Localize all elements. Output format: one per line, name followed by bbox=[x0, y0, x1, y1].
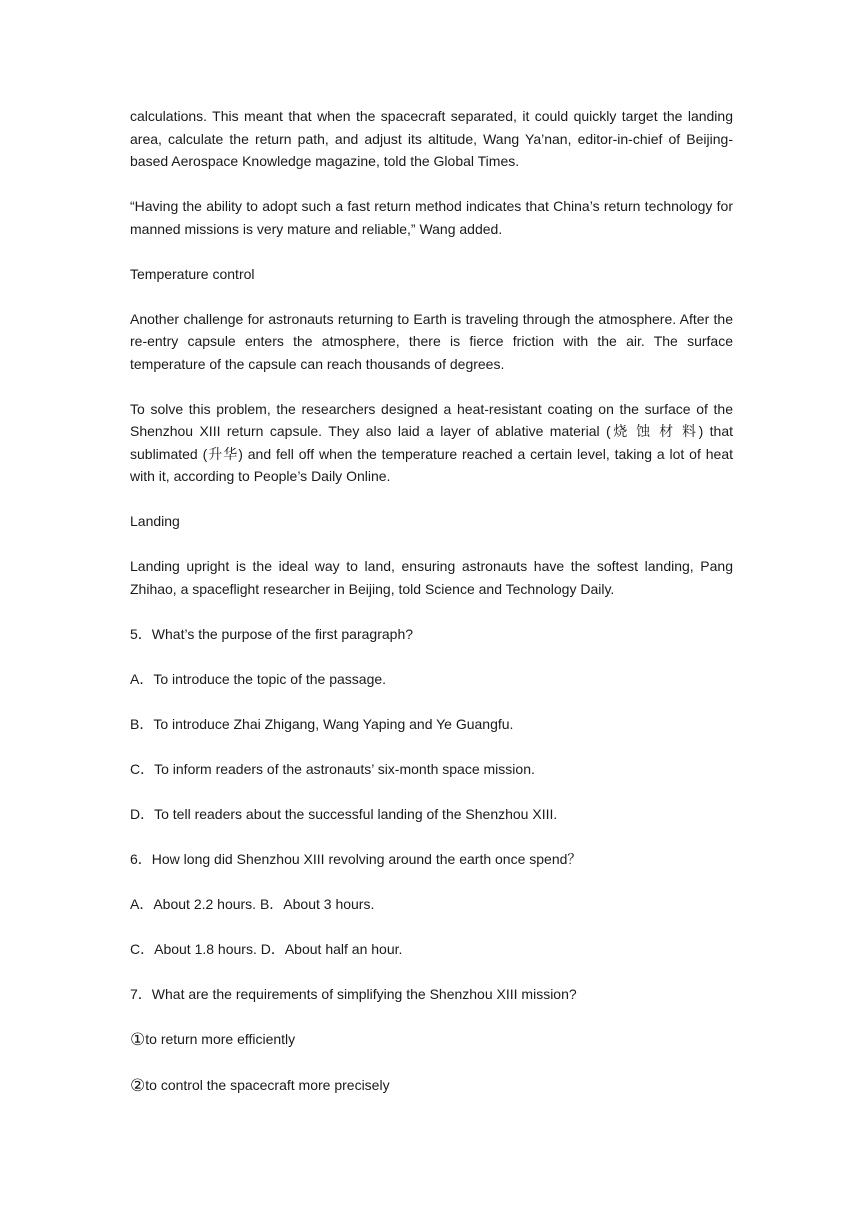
question-7-item-1 bbox=[130, 1028, 733, 1052]
question-7: 7．What are the requirements of simplifying the Shenzhou XIII mission? bbox=[130, 985, 577, 1002]
question-5-option-a: A．To introduce the topic of the passage. bbox=[130, 670, 387, 687]
circled-number-1: ① bbox=[130, 1029, 146, 1050]
document-page bbox=[130, 105, 733, 1097]
question-5-option-c: C．To inform readers of the astronauts’ six-month space mission. bbox=[130, 760, 535, 777]
section-heading-temperature-control: Temperature control bbox=[130, 265, 255, 282]
question-7-item-1-text: to return more efficiently bbox=[145, 1030, 296, 1047]
paragraph-atmosphere-challenge: Another challenge for astronauts returning to Earth is traveling through the atmosphere. After the re-entry capsule enters the atmosphere, there is fierce friction with the air. The surface temperature of the capsule can reach thousands of degrees. bbox=[130, 310, 733, 372]
question-5-option-d: D．To tell readers about the successful landing of the Shenzhou XIII. bbox=[130, 805, 558, 822]
question-5-option-b: B．To introduce Zhai Zhigang, Wang Yaping and Ye Guangfu. bbox=[130, 715, 514, 732]
circled-number-2: ② bbox=[130, 1075, 146, 1096]
paragraph-calculations: calculations. This meant that when the spacecraft separated, it could quickly target the landing area, calculate the return path, and adjust its altitude, Wang Ya’nan, editor-in-chief of Beijing-based Aerospace Knowledge magazine, told the Global Times. bbox=[130, 108, 733, 169]
question-6-options-c-d: C．About 1.8 hours. D．About half an hour. bbox=[130, 940, 403, 957]
question-7-item-2-text: to control the spacecraft more precisely bbox=[145, 1076, 390, 1093]
question-5: 5．What’s the purpose of the first paragraph? bbox=[130, 625, 414, 642]
paragraph-wang-quote: “Having the ability to adopt such a fast return method indicates that China’s return technology for manned missions is very mature and reliable,” Wang added. bbox=[130, 198, 733, 237]
paragraph-landing-upright: Landing upright is the ideal way to land, ensuring astronauts have the softest landing, Pang Zhihao, a spaceflight researcher in Beijing, told Science and Technology Daily. bbox=[130, 558, 733, 597]
section-heading-landing: Landing bbox=[130, 513, 180, 529]
question-6-options-a-b: A．About 2.2 hours. B．About 3 hours. bbox=[130, 895, 375, 912]
question-6: 6．How long did Shenzhou XIII revolving around the earth once spend？ bbox=[130, 850, 582, 867]
paragraph-heat-resistant-coating: To solve this problem, the researchers designed a heat-resistant coating on the surface of the Shenzhou XIII return capsule. They also laid a layer of ablative material (烧 蚀 材 料) that sublimated (升华) and fell off when the temperature reached a certain level, taking a lot of heat with it, according to People’s Daily Online. bbox=[130, 400, 733, 484]
question-7-item-2 bbox=[130, 1074, 733, 1098]
